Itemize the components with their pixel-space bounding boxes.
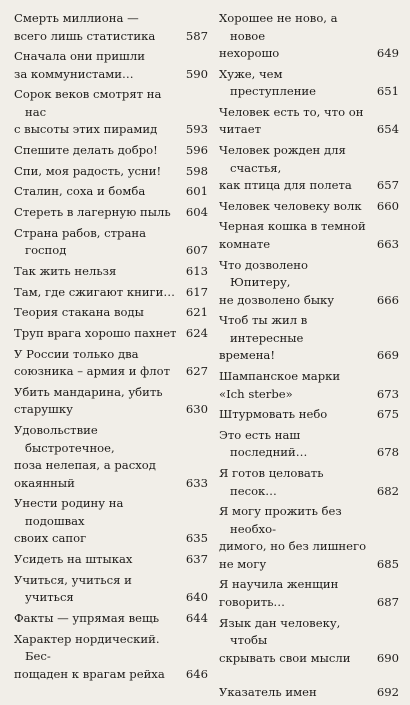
toc-entry-title-line: Указатель имен [219, 685, 317, 700]
toc-entry-title [219, 406, 375, 424]
toc-entry-title-line: пощаден к врагам рейха [14, 666, 165, 681]
toc-entry-title [14, 48, 184, 83]
toc-entry-title [14, 183, 184, 201]
toc-entry-page-number: 678 [376, 445, 399, 460]
toc-entry-page-number: 587 [185, 28, 208, 43]
toc-entry-page-number: 640 [185, 590, 208, 605]
toc-entry[interactable] [14, 225, 208, 260]
toc-entry-page-number: 635 [185, 531, 208, 546]
toc-entry-page-number: 682 [376, 483, 399, 498]
toc-entry[interactable] [14, 86, 208, 139]
toc-entry-title-line: поза нелепая, а расход [14, 458, 156, 473]
toc-entry-title [219, 66, 375, 101]
toc-entry-title-line: Хорошее не ново, а новое [219, 11, 338, 43]
toc-entry-title-line: Человек есть то, что он [219, 104, 364, 119]
toc-entry-title-line: Я могу прожить без необхо- [219, 504, 342, 536]
toc-entry-page-number: 604 [185, 205, 208, 220]
toc-entry-title [14, 610, 184, 628]
toc-entry-title [219, 312, 375, 365]
toc-entry-title [14, 86, 184, 139]
toc-entry[interactable] [219, 257, 399, 310]
toc-entry-title-line: Там, где сжигают книги… [14, 284, 175, 299]
toc-entry-page-number: 644 [185, 610, 208, 625]
toc-entry-title-line: Черная кошка в темной [219, 219, 366, 234]
toc-entry[interactable] [219, 427, 399, 462]
toc-entry[interactable] [14, 495, 208, 548]
toc-entry-title-line: как птица для полета [219, 178, 352, 193]
toc-entry[interactable] [14, 263, 208, 281]
toc-entry[interactable] [219, 406, 399, 424]
toc-entry-page-number: 663 [376, 236, 399, 251]
toc-entry-title-line: Сначала они пришли [14, 49, 145, 64]
toc-entry[interactable] [219, 503, 399, 573]
toc-entry-title [219, 465, 375, 500]
toc-entry-title-line: своих сапог [14, 531, 87, 546]
toc-entry-title-line: Характер нордический. Бес- [14, 631, 160, 664]
toc-entry-title-line: нехорошо [219, 46, 280, 60]
toc-entry-title-line: Удовольствие быстротечное, [14, 423, 115, 455]
toc-entry-title-line: не могу [219, 556, 267, 571]
toc-entry-page-number: 651 [376, 84, 399, 99]
toc-entry-page-number: 660 [376, 198, 399, 213]
toc-entry-title-line: Унести родину на подошвах [14, 496, 124, 528]
toc-entry-title-line: Штурмовать небо [219, 407, 328, 422]
toc-entry-page-number: 666 [376, 292, 399, 307]
toc-entry[interactable] [219, 615, 399, 668]
toc-entry-title-line: Человек человеку волк [219, 198, 362, 213]
toc-entry-title [219, 576, 375, 611]
toc-entry-title [14, 572, 184, 607]
toc-entry[interactable] [219, 368, 399, 403]
toc-entry-title-line: старушку [14, 402, 73, 417]
toc-entry-page-number: 646 [185, 666, 208, 681]
toc-entry-title-line: Шампанское марки [219, 369, 341, 383]
toc-entry-page-number: 617 [185, 284, 208, 299]
toc-entry[interactable] [219, 576, 399, 611]
toc-entry-title-line: Учиться, учиться и учиться [14, 572, 132, 605]
toc-entry[interactable] [14, 284, 208, 302]
toc-entry[interactable] [14, 204, 208, 222]
toc-entry-title [219, 368, 375, 403]
toc-entry-title [219, 427, 375, 462]
toc-entry-title [219, 142, 375, 195]
toc-entry[interactable] [14, 142, 208, 160]
toc-entry-title-line: Труп врага хорошо пахнет [14, 326, 177, 341]
toc-entry-title [14, 325, 184, 343]
toc-entry-title-line: союзника – армия и флот [14, 364, 170, 379]
toc-entry-title-line: Сорок веков смотрят на нас [14, 87, 162, 119]
toc-entry-title-line: комнате [219, 236, 271, 251]
toc-entry-page-number: 601 [185, 184, 208, 199]
toc-entry[interactable] [14, 304, 208, 322]
toc-entry-title-line: У России только два [14, 346, 139, 361]
toc-entry-title [219, 198, 375, 216]
toc-entry-page-number: 654 [376, 122, 399, 137]
toc-entry[interactable] [219, 142, 399, 195]
toc-entry-title [14, 631, 184, 684]
toc-entry-title [14, 304, 184, 322]
toc-entry-title [14, 163, 184, 181]
toc-entry-title [219, 10, 375, 63]
toc-entry-title [14, 284, 184, 302]
toc-entry[interactable] [14, 10, 208, 45]
toc-entry-page-number: 621 [185, 305, 208, 320]
toc-entry-title-line: Хуже, чем преступление [219, 66, 317, 99]
toc-entry-title-line: Это есть наш последний… [219, 427, 308, 460]
toc-entry-title [14, 495, 184, 548]
toc-entry-title-line: Факты — упрямая вещь [14, 610, 160, 625]
toc-entry[interactable] [14, 422, 208, 492]
toc-entry-page-number: 593 [185, 122, 208, 137]
toc-entry-title-line: Что дозволено Юпитеру, [219, 257, 308, 290]
toc-entry-page-number: 673 [376, 386, 399, 401]
toc-entry-page-number: 669 [376, 348, 399, 363]
toc-entry-title [14, 10, 184, 45]
toc-entry[interactable] [14, 163, 208, 181]
toc-entry-title-line: Смерть миллиона — [14, 11, 139, 25]
toc-entry-title-line: Чтоб ты жил в интересные [219, 313, 308, 345]
toc-entry-title-line: говорить… [219, 594, 286, 609]
toc-entry-title [14, 551, 184, 569]
toc-entry[interactable] [14, 325, 208, 343]
toc-entry-title-line: Убить мандарина, убить [14, 384, 163, 399]
toc-entry-title [14, 263, 184, 281]
toc-entry-page-number: 685 [376, 556, 399, 571]
toc-entry-title-line: Страна рабов, страна господ [14, 225, 147, 258]
toc-entry-page-number: 598 [185, 163, 208, 178]
toc-entry-title-line: Я готов целовать песок… [219, 466, 324, 498]
toc-entry-page-number: 690 [376, 650, 399, 665]
toc-entry-title [14, 204, 184, 222]
toc-entry[interactable] [14, 346, 208, 381]
toc-entry-page-number: 590 [185, 66, 208, 81]
toc-entry[interactable] [219, 104, 399, 139]
toc-entry-title [14, 422, 184, 492]
toc-entry-title [219, 615, 375, 668]
toc-entry[interactable] [219, 10, 399, 63]
toc-entry[interactable] [219, 684, 399, 702]
toc-entry-page-number: 687 [376, 594, 399, 609]
toc-entry-page-number: 630 [185, 402, 208, 417]
toc-entry-title [14, 384, 184, 419]
toc-entry-title-line: окаянный [14, 475, 75, 490]
toc-entry[interactable] [219, 218, 399, 253]
toc-entry-title [14, 225, 184, 260]
toc-entry-title-line: Стереть в лагерную пыль [14, 205, 171, 220]
toc-entry[interactable] [219, 66, 399, 101]
toc-entry-title-line: Спешите делать добро! [14, 143, 158, 158]
toc-entry-title-line: Язык дан человеку, чтобы [219, 615, 341, 648]
toc-entry-title-line: с высоты этих пирамид [14, 122, 158, 137]
toc-entry-page-number: 637 [185, 552, 208, 566]
toc-entry-title-line: не дозволено быку [219, 292, 335, 307]
toc-entry-title [219, 257, 375, 310]
toc-entry-title-line: Сталин, соха и бомба [14, 184, 146, 199]
toc-entry-page-number: 633 [185, 475, 208, 490]
toc-entry-page-number: 657 [376, 178, 399, 193]
toc-entry-title [219, 503, 375, 573]
toc-entry-title-line: Так жить нельзя [14, 264, 117, 278]
toc-entry[interactable] [14, 551, 208, 569]
toc-entry-title [219, 684, 375, 702]
toc-entry-title-line: всего лишь статистика [14, 28, 156, 43]
toc-entry[interactable] [14, 631, 208, 684]
toc-entry-title [219, 104, 375, 139]
toc-entry-title [14, 346, 184, 381]
toc-entry-title-line: читает [219, 122, 261, 137]
toc-entry-title-line: Я научила женщин [219, 577, 339, 592]
toc-entry-title-line: скрывать свои мысли [219, 650, 351, 665]
toc-entry[interactable] [219, 465, 399, 500]
toc-entry-title-line: димого, но без лишнего [219, 539, 367, 554]
toc-entry-page-number: 596 [185, 143, 208, 158]
toc-entry-page-number: 607 [185, 243, 208, 258]
toc-column-right [219, 10, 399, 705]
toc-entry-page-number: 675 [376, 407, 399, 422]
toc-entry-title [219, 218, 375, 253]
toc-entry-title-line: за коммунистами… [14, 66, 134, 81]
toc-entry[interactable] [14, 183, 208, 201]
toc-entry-page-number: 613 [185, 264, 208, 278]
toc-entry-page-number: 649 [376, 46, 399, 60]
toc-column-left [14, 10, 208, 686]
toc-entry-title [14, 142, 184, 160]
toc-entry-title-line: Усидеть на штыках [14, 552, 133, 566]
toc-entry-title-line: Человек рожден для счастья, [219, 143, 346, 175]
toc-entry-title-line: Теория стакана воды [14, 305, 144, 320]
toc-entry-page-number: 624 [185, 326, 208, 341]
toc-entry[interactable] [14, 48, 208, 83]
toc-entry-title-line: времена! [219, 348, 275, 363]
toc-entry-title-line: «Ich sterbe» [219, 386, 293, 401]
toc-entry[interactable] [219, 198, 399, 216]
toc-spacer [219, 670, 399, 684]
toc-entry-title-line: Спи, моя радость, усни! [14, 163, 162, 178]
toc-entry[interactable] [14, 610, 208, 628]
toc-entry[interactable] [219, 312, 399, 365]
toc-entry-page-number: 627 [185, 364, 208, 379]
toc-entry[interactable] [14, 384, 208, 419]
toc-entry[interactable] [14, 572, 208, 607]
toc-entry-page-number: 692 [376, 685, 399, 700]
